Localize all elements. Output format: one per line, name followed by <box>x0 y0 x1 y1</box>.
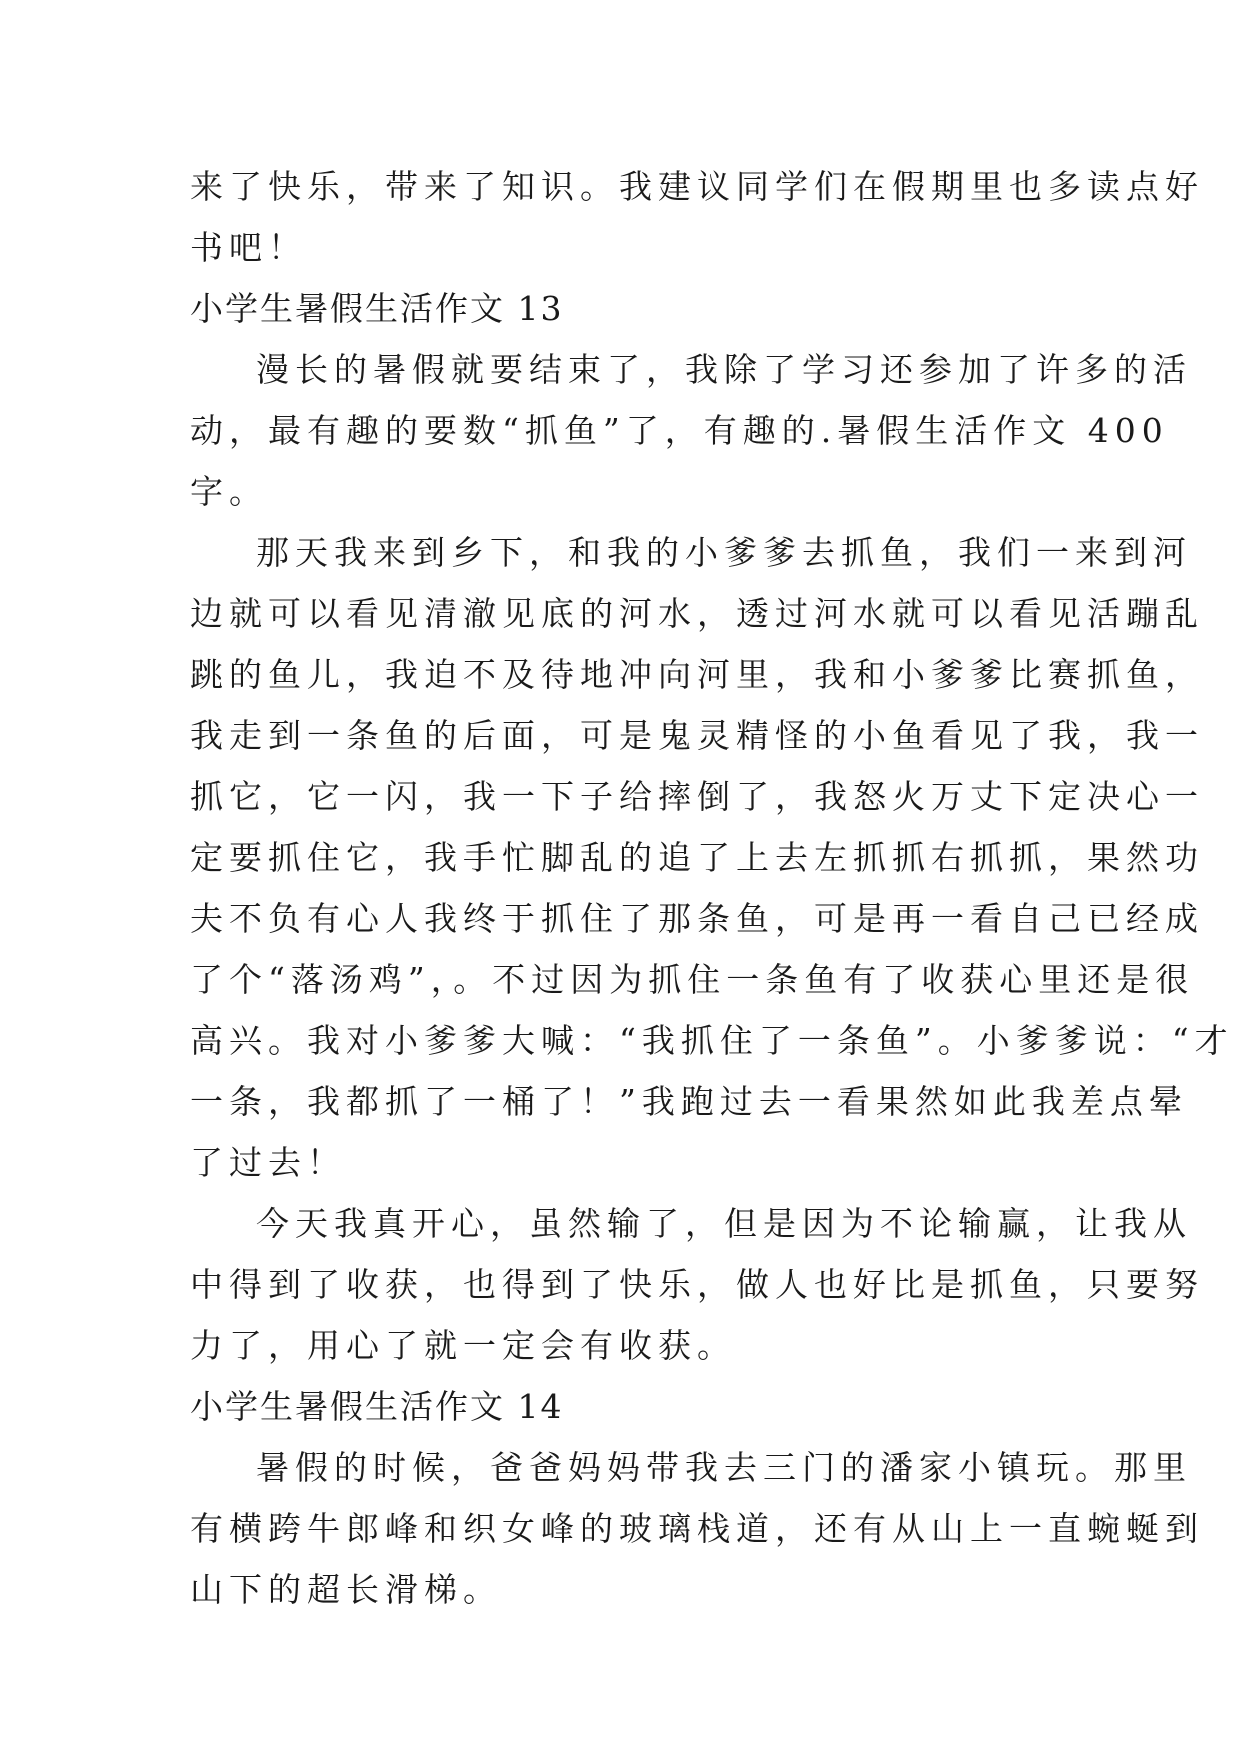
paragraph-line: 那天我来到乡下，和我的小爹爹去抓鱼，我们一来到河 <box>256 533 1192 572</box>
paragraph-line: 力了，用心了就一定会有收获。 <box>190 1326 736 1365</box>
paragraph-line: 书吧！ <box>190 228 307 267</box>
paragraph-line: 今天我真开心，虽然输了，但是因为不论输赢，让我从 <box>256 1204 1192 1243</box>
paragraph-line: 定要抓住它，我手忙脚乱的追了上去左抓抓右抓抓，果然功 <box>190 838 1204 877</box>
paragraph-line: 漫长的暑假就要结束了，我除了学习还参加了许多的活 <box>256 350 1192 389</box>
paragraph-line: 我走到一条鱼的后面，可是鬼灵精怪的小鱼看见了我，我一 <box>190 716 1204 755</box>
paragraph-line: 暑假的时候，爸爸妈妈带我去三门的潘家小镇玩。那里 <box>256 1448 1192 1487</box>
document-body <box>190 156 1234 1620</box>
paragraph-line: 跳的鱼儿，我迫不及待地冲向河里，我和小爹爹比赛抓鱼， <box>190 655 1204 694</box>
paragraph-line: 边就可以看见清澈见底的河水，透过河水就可以看见活蹦乱 <box>190 594 1204 633</box>
paragraph-line: 中得到了收获，也得到了快乐，做人也好比是抓鱼，只要努 <box>190 1265 1204 1304</box>
paragraph-line: 一条，我都抓了一桶了！”我跑过去一看果然如此我差点晕 <box>190 1082 1188 1121</box>
paragraph-line: 夫不负有心人我终于抓住了那条鱼，可是再一看自己已经成 <box>190 899 1204 938</box>
paragraph-line: 了过去！ <box>190 1143 346 1182</box>
paragraph-line: 有横跨牛郎峰和织女峰的玻璃栈道，还有从山上一直蜿蜒到 <box>190 1509 1204 1548</box>
paragraph-line: 字。 <box>190 472 268 511</box>
paragraph-line: 动，最有趣的要数“抓鱼”了，有趣的.暑假生活作文 400 <box>190 411 1169 450</box>
paragraph-line: 来了快乐，带来了知识。我建议同学们在假期里也多读点好 <box>190 167 1204 206</box>
paragraph-line: 了个“落汤鸡”，。不过因为抓住一条鱼有了收获心里还是很 <box>190 960 1195 999</box>
paragraph-line: 抓它，它一闪，我一下子给摔倒了，我怒火万丈下定决心一 <box>190 777 1204 816</box>
paragraph-line: 山下的超长滑梯。 <box>190 1570 502 1609</box>
paragraph-line: 高兴。我对小爹爹大喊：“我抓住了一条鱼”。小爹爹说：“才 <box>190 1021 1234 1060</box>
essay-heading-14: 小学生暑假生活作文 14 <box>190 1387 564 1426</box>
essay-heading-13: 小学生暑假生活作文 13 <box>190 289 564 328</box>
